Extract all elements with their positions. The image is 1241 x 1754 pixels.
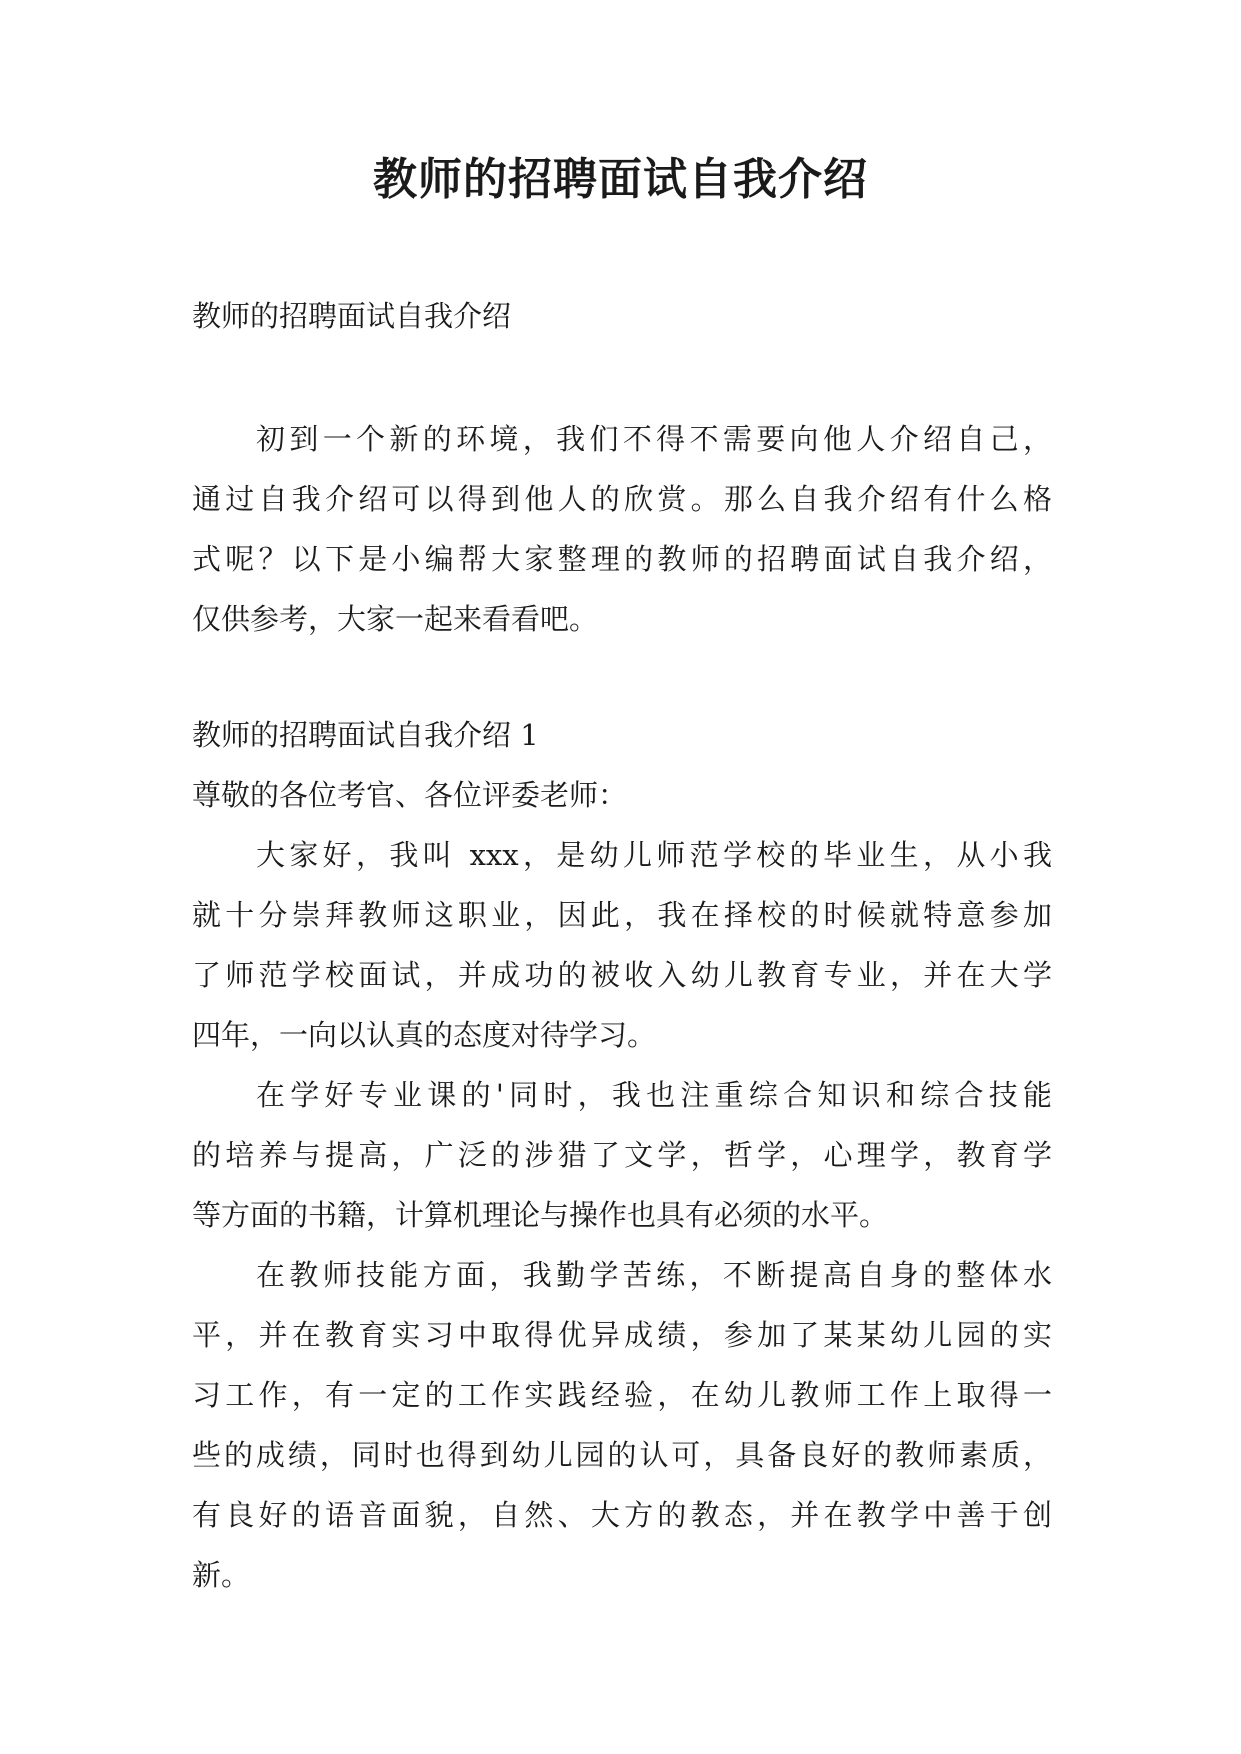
paragraph-line: 大家好，我叫 xxx，是幼儿师范学校的毕业生，从小我 [256, 838, 1052, 872]
spacer [192, 346, 1052, 409]
document-body [192, 286, 1052, 1605]
paragraph-line: 在学好专业课的'同时，我也注重综合知识和综合技能 [256, 1078, 1052, 1112]
paragraph-line: 了师范学校面试，并成功的被收入幼儿教育专业，并在大学 [192, 958, 1052, 992]
paragraph-line: 平，并在教育实习中取得优异成绩，参加了某某幼儿园的实 [192, 1318, 1052, 1352]
intro-paragraph [192, 409, 1052, 649]
spacer [192, 649, 1052, 705]
paragraph-line: 有良好的语音面貌，自然、大方的教态，并在教学中善于创 [192, 1498, 1052, 1532]
paragraph-line: 的培养与提高，广泛的涉猎了文学，哲学，心理学，教育学 [192, 1138, 1052, 1172]
paragraph-line: 些的成绩，同时也得到幼儿园的认可，具备良好的教师素质， [192, 1438, 1052, 1472]
intro-line: 式呢？以下是小编帮大家整理的教师的招聘面试自我介绍， [192, 542, 1052, 576]
body-paragraph-3 [192, 1245, 1052, 1605]
paragraph-line: 新。 [192, 1558, 251, 1592]
body-paragraph-1 [192, 825, 1052, 1065]
salutation: 尊敬的各位考官、各位评委老师： [192, 778, 628, 812]
section-heading: 教师的招聘面试自我介绍 1 [192, 718, 539, 752]
intro-line: 仅供参考，大家一起来看看吧。 [192, 602, 599, 636]
intro-line: 通过自我介绍可以得到他人的欣赏。那么自我介绍有什么格 [192, 482, 1052, 516]
intro-line: 初到一个新的环境，我们不得不需要向他人介绍自己， [256, 422, 1052, 456]
paragraph-line: 就十分崇拜教师这职业，因此，我在择校的时候就特意参加 [192, 898, 1052, 932]
body-paragraph-2 [192, 1065, 1052, 1245]
paragraph-line: 习工作，有一定的工作实践经验，在幼儿教师工作上取得一 [192, 1378, 1052, 1412]
paragraph-line: 等方面的书籍，计算机理论与操作也具有必须的水平。 [192, 1198, 889, 1232]
subtitle: 教师的招聘面试自我介绍 [192, 299, 512, 333]
paragraph-line: 在教师技能方面，我勤学苦练，不断提高自身的整体水 [256, 1258, 1052, 1292]
document-title: 教师的招聘面试自我介绍 [373, 154, 868, 205]
paragraph-line: 四年，一向以认真的态度对待学习。 [192, 1018, 657, 1052]
